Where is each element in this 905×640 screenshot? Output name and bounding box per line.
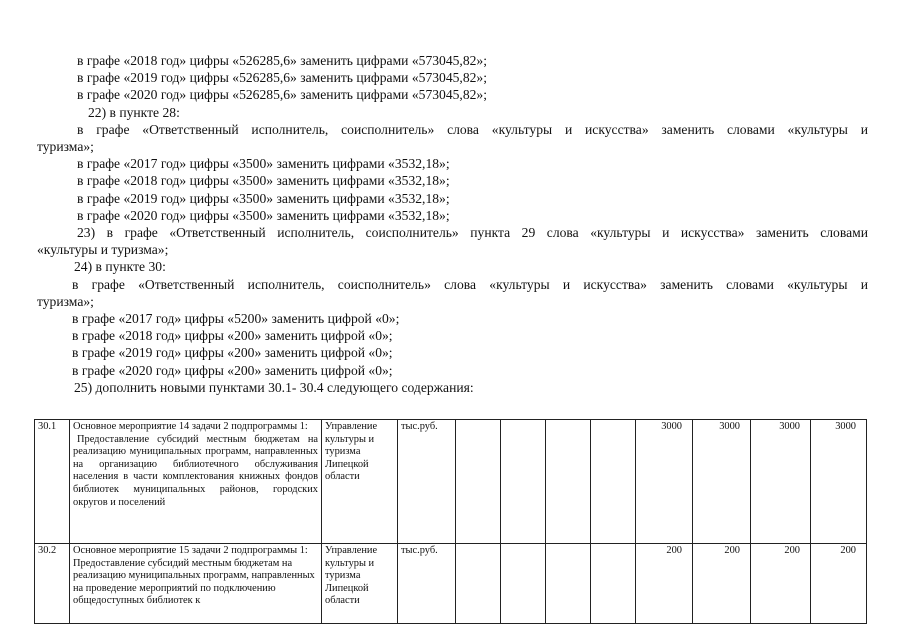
row-title: Основное мероприятие 14 задачи 2 подпрограммы 1: [73,421,308,432]
text-line: 23) в графе «Ответственный исполнитель, соисполнитель» пункта 29 слова «культуры и искусства» заменить словами [77,225,868,241]
table-row [35,420,867,544]
table-row [35,544,867,624]
text-line: 24) в пункте 30: [74,259,166,275]
row-number: 30.1 [35,420,70,544]
value-cell: 3000 [811,420,867,544]
row-desc: Предоставление субсидий местным бюджетам на реализацию муниципальных программ, направленных на проведение мероприятий по подключению общедоступных библиотек к [73,557,315,607]
value-cell: 3000 [636,420,693,544]
empty-cell [546,544,591,624]
row-executor: Управление культуры и туризма Липецкой области [322,544,398,624]
text-line: 22) в пункте 28: [88,104,180,120]
text-line: в графе «2018 год» цифры «3500» заменить цифрами «3532,18»; [77,173,450,189]
empty-cell [546,420,591,544]
text-line: «культуры и туризма»; [37,242,169,258]
value-cell: 200 [636,544,693,624]
row-unit: тыс.руб. [398,420,456,544]
text-line: в графе «2018 год» цифры «526285,6» заменить цифрами «573045,82»; [77,53,487,68]
text-line: в графе «2020 год» цифры «526285,6» заменить цифрами «573045,82»; [77,87,487,103]
value-cell: 200 [811,544,867,624]
text-line: туризма»; [37,293,94,309]
amendment-text [0,52,905,396]
row-title: Основное мероприятие 15 задачи 2 подпрограммы 1: [73,545,308,556]
empty-cell [591,420,636,544]
empty-cell [591,544,636,624]
row-desc: Предоставление субсидий местным бюджетам на реализацию муниципальных программ, направленных на организацию библиотечного обслуживания населения в части комплектования книжных фондов библиотек муниципальных районов, городских округов и поселений [73,433,318,508]
text-line: в графе «2018 год» цифры «200» заменить цифрой «0»; [72,328,393,344]
value-cell: 3000 [693,420,751,544]
text-line: в графе «2017 год» цифры «3500» заменить цифрами «3532,18»; [77,156,450,172]
text-line: 25) дополнить новыми пунктами 30.1- 30.4 следующего содержания: [74,379,474,395]
row-executor: Управление культуры и туризма Липецкой области [322,420,398,544]
empty-cell [501,544,546,624]
empty-cell [456,420,501,544]
value-cell: 200 [693,544,751,624]
text-line: в графе «2019 год» цифры «526285,6» заменить цифрами «573045,82»; [77,70,487,86]
row-description [70,544,322,624]
value-cell: 200 [751,544,811,624]
empty-cell [456,544,501,624]
text-line: в графе «Ответственный исполнитель, соисполнитель» слова «культуры и искусства» заменить словами «культуры и [72,276,868,292]
text-line: в графе «2019 год» цифры «3500» заменить цифрами «3532,18»; [77,190,450,206]
text-line: туризма»; [37,139,94,155]
text-line: в графе «Ответственный исполнитель, соисполнитель» слова «культуры и искусства» заменить словами «культуры и [77,121,868,137]
empty-cell [501,420,546,544]
row-unit: тыс.руб. [398,544,456,624]
text-line: в графе «2020 год» цифры «3500» заменить цифрами «3532,18»; [77,207,450,223]
value-cell: 3000 [751,420,811,544]
text-line: в графе «2017 год» цифры «5200» заменить цифрой «0»; [72,311,400,327]
text-line: в графе «2020 год» цифры «200» заменить цифрой «0»; [72,362,393,378]
row-number: 30.2 [35,544,70,624]
program-table [34,419,867,624]
text-line: в графе «2019 год» цифры «200» заменить цифрой «0»; [72,345,393,361]
row-description [70,420,322,544]
